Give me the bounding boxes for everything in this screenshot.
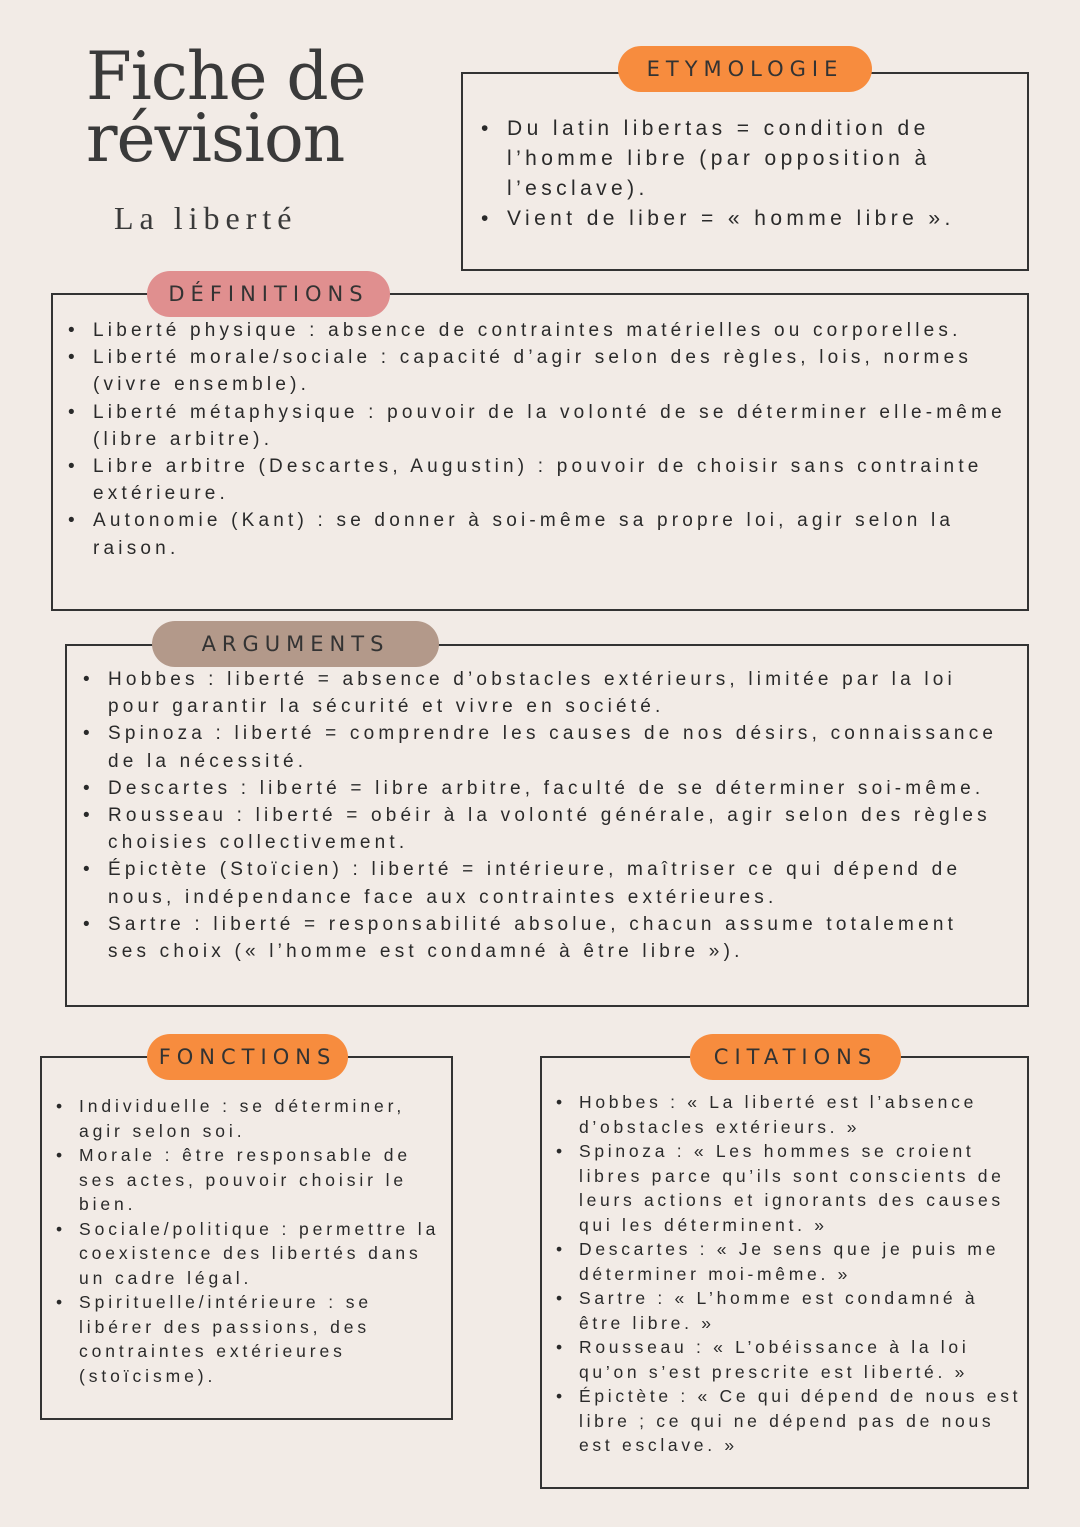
definitions-heading: DÉFINITIONS — [147, 271, 390, 317]
fonctions-list — [56, 1094, 446, 1388]
citations-heading: CITATIONS — [690, 1034, 901, 1080]
list-item: • Sociale/politique : permettre la coexistence des libertés dans un cadre légal. — [56, 1218, 440, 1288]
page-subtitle: La liberté — [114, 200, 298, 236]
etymologie-heading: ETYMOLOGIE — [618, 46, 872, 92]
definitions-section — [51, 293, 1029, 611]
list-item: • Hobbes : « La liberté est l’absence d’obstacles extérieurs. » — [556, 1092, 977, 1137]
citations-list — [556, 1090, 1026, 1458]
list-item: • Du latin libertas = condition de l’homme libre (par opposition à l’esclave). — [481, 117, 931, 200]
list-item: • Sartre : « L’homme est condamné à être libre. » — [556, 1288, 979, 1333]
fonctions-section — [40, 1056, 453, 1420]
list-item: • Sartre : liberté = responsabilité absolue, chacun assume totalement ses choix (« l’homme est condamné à être libre »). — [83, 913, 958, 963]
arguments-section — [65, 644, 1029, 1007]
list-item: • Descartes : « Je sens que je puis me déterminer moi-même. » — [556, 1239, 1000, 1284]
list-item: • Liberté physique : absence de contraintes matérielles ou corporelles. — [68, 320, 962, 341]
arguments-list — [83, 666, 1003, 965]
page-title-line1: Fiche de — [86, 38, 366, 115]
list-item: • Libre arbitre (Descartes, Augustin) : pouvoir de choisir sans contrainte extérieure. — [68, 456, 983, 505]
list-item: • Hobbes : liberté = absence d’obstacles extérieurs, limitée par la loi pour garantir la sécurité et vivre en société. — [83, 669, 956, 718]
etymologie-list — [481, 114, 1001, 234]
list-item: • Spinoza : liberté = comprendre les causes de nos désirs, connaissance de la nécessité. — [83, 723, 998, 772]
citations-section — [540, 1056, 1029, 1489]
list-item: • Spirituelle/intérieure : se libérer des passions, des contraintes extérieures (stoïcisme). — [56, 1292, 373, 1386]
list-item: • Morale : être responsable de ses actes, pouvoir choisir le bien. — [56, 1145, 411, 1214]
etymologie-section — [461, 72, 1029, 271]
page-title — [86, 38, 366, 177]
list-item: • Vient de liber = « homme libre ». — [481, 207, 955, 230]
list-item: • Rousseau : « L’obéissance à la loi qu’on s’est prescrite est liberté. » — [556, 1337, 970, 1382]
list-item: • Épictète : « Ce qui dépend de nous est libre ; ce qui ne dépend pas de nous est esclave. » — [556, 1386, 1022, 1455]
list-item: • Individuelle : se déterminer, agir selon soi. — [56, 1096, 406, 1141]
page-title-line2: révision — [86, 100, 345, 177]
list-item: • Liberté métaphysique : pouvoir de la volonté de se déterminer elle-même (libre arbitre). — [68, 401, 1006, 450]
definitions-list — [68, 317, 1008, 562]
list-item: • Rousseau : liberté = obéir à la volonté générale, agir selon des règles choisies collectivement. — [83, 805, 991, 854]
list-item: • Autonomie (Kant) : se donner à soi-même sa propre loi, agir selon la raison. — [68, 510, 955, 559]
fonctions-heading: FONCTIONS — [147, 1034, 348, 1080]
list-item: • Descartes : liberté = libre arbitre, faculté de se déterminer soi-même. — [83, 777, 985, 799]
list-item: • Spinoza : « Les hommes se croient libres parce qu’ils sont conscients de leurs actions et ignorants des causes qui les déterminent. » — [556, 1141, 1005, 1235]
list-item: • Épictète (Stoïcien) : liberté = intérieure, maîtriser ce qui dépend de nous, indépendance face aux contraintes extérieures. — [83, 859, 962, 908]
arguments-heading: ARGUMENTS — [152, 621, 439, 667]
list-item: • Liberté morale/sociale : capacité d’agir selon des règles, lois, normes (vivre ensemble). — [68, 347, 973, 396]
